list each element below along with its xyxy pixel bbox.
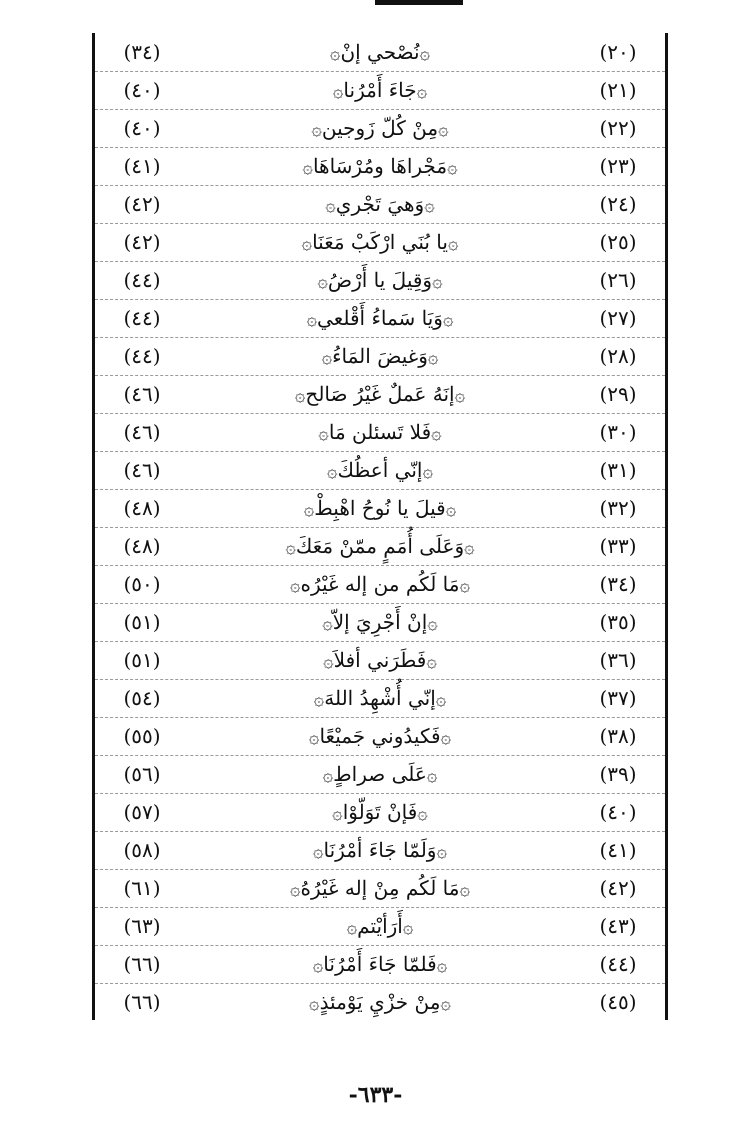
verse-words: مِنْ كُلّ زَوجين <box>321 116 439 140</box>
ornament-open-icon: ۞ <box>424 195 435 216</box>
table-row <box>95 261 665 300</box>
page-reference: (٤٦) <box>123 382 161 406</box>
ornament-open-icon: ۞ <box>426 765 438 786</box>
ornament-close-icon: ۞ <box>309 993 320 1014</box>
row-number: (٢٧) <box>599 306 637 330</box>
page-reference: (٥٨) <box>123 838 161 862</box>
row-number: (٣٤) <box>599 572 637 596</box>
verse-text <box>205 983 555 1021</box>
page-reference: (٤٤) <box>123 344 161 368</box>
ornament-open-icon: ۞ <box>436 841 448 862</box>
table-row <box>95 337 665 376</box>
ornament-open-icon: ۞ <box>440 727 452 748</box>
ornament-open-icon: ۞ <box>464 537 475 558</box>
verse-text <box>205 869 555 907</box>
verse-words: مِنْ خزْيِ يَوْمئذٍ <box>319 990 441 1014</box>
row-number: (٢٢) <box>599 116 637 140</box>
verse-text <box>205 603 555 641</box>
page-reference: (٥٠) <box>123 572 161 596</box>
verse-words: وَهيَ تَجْري <box>335 192 425 216</box>
verse-text <box>205 641 555 679</box>
verse-words: مَا لَكُم مِنْ إله غَيْرُهُ <box>300 876 460 900</box>
row-number: (٣٧) <box>599 686 637 710</box>
ornament-open-icon: ۞ <box>427 347 439 368</box>
verse-text <box>205 413 555 451</box>
page-reference: (٤١) <box>123 154 161 178</box>
table-row <box>95 527 665 566</box>
row-number: (٢٤) <box>599 192 637 216</box>
row-number: (٢٦) <box>599 268 637 292</box>
table-row <box>95 565 665 604</box>
ornament-close-icon: ۞ <box>317 271 328 292</box>
ornament-close-icon: ۞ <box>346 917 358 938</box>
table-row <box>95 147 665 186</box>
ornament-close-icon: ۞ <box>302 157 313 178</box>
page-reference: (٤٤) <box>123 268 161 292</box>
row-number: (٤٣) <box>599 914 637 938</box>
verse-text <box>205 261 555 299</box>
ornament-close-icon: ۞ <box>329 43 341 64</box>
page-reference: (٤٤) <box>123 306 161 330</box>
ornament-close-icon: ۞ <box>289 879 301 900</box>
ornament-close-icon: ۞ <box>289 575 301 596</box>
verse-text <box>205 755 555 793</box>
row-number: (٣٥) <box>599 610 637 634</box>
verse-words: مَجْراهَا ومُرْسَاهَا <box>312 154 448 178</box>
ornament-close-icon: ۞ <box>312 841 324 862</box>
ornament-close-icon: ۞ <box>321 347 333 368</box>
verse-words: فَلمّا جَاءَ أَمْرُنَا <box>323 952 437 976</box>
table-row <box>95 413 665 452</box>
ornament-open-icon: ۞ <box>432 271 443 292</box>
ornament-open-icon: ۞ <box>402 917 414 938</box>
table-row <box>95 603 665 642</box>
row-number: (٣٦) <box>599 648 637 672</box>
ornament-close-icon: ۞ <box>318 423 329 444</box>
verse-text <box>205 793 555 831</box>
table-row <box>95 945 665 984</box>
table-row <box>95 185 665 224</box>
page-reference: (٦٦) <box>123 952 161 976</box>
verse-text <box>205 907 555 945</box>
table-row <box>95 717 665 756</box>
row-number: (٤٠) <box>599 800 637 824</box>
ornament-open-icon: ۞ <box>447 233 459 254</box>
table-row <box>95 71 665 110</box>
table-row <box>95 679 665 718</box>
verse-text <box>205 565 555 603</box>
verse-text <box>205 945 555 983</box>
verse-text <box>205 223 555 261</box>
verse-text <box>205 337 555 375</box>
row-number: (٣٢) <box>599 496 637 520</box>
ornament-open-icon: ۞ <box>438 119 449 140</box>
page-reference: (٤٢) <box>123 192 161 216</box>
page-reference: (٤٢) <box>123 230 161 254</box>
ornament-close-icon: ۞ <box>327 461 338 482</box>
table-row <box>95 375 665 414</box>
verse-text <box>205 33 555 71</box>
page-reference: (٥٥) <box>123 724 161 748</box>
row-number: (٢٨) <box>599 344 637 368</box>
ornament-close-icon: ۞ <box>306 309 318 330</box>
ornament-open-icon: ۞ <box>440 993 451 1014</box>
verse-text <box>205 185 555 223</box>
ornament-close-icon: ۞ <box>285 537 296 558</box>
ornament-close-icon: ۞ <box>308 727 320 748</box>
verse-words: قيلَ يا نُوحُ اهْبِطْ <box>314 496 446 520</box>
page-reference: (٥١) <box>123 610 161 634</box>
ornament-open-icon: ۞ <box>442 309 454 330</box>
table-row <box>95 451 665 490</box>
verse-words: فَلا تَسئلن مَا <box>328 420 432 444</box>
ornament-close-icon: ۞ <box>332 81 344 102</box>
ornament-close-icon: ۞ <box>313 689 325 710</box>
verse-text <box>205 489 555 527</box>
verse-text <box>205 451 555 489</box>
verse-words: إنّي أُشْهِدُ اللهَ <box>324 686 436 710</box>
row-number: (٤٢) <box>599 876 637 900</box>
page-reference: (٥٤) <box>123 686 161 710</box>
ornament-close-icon: ۞ <box>294 385 306 406</box>
row-number: (٤٥) <box>599 990 637 1014</box>
ornament-close-icon: ۞ <box>301 233 313 254</box>
ornament-open-icon: ۞ <box>419 43 431 64</box>
verse-text <box>205 299 555 337</box>
table-row <box>95 33 665 72</box>
verse-words: وَغيضَ المَاءُ <box>332 344 428 368</box>
row-number: (٢١) <box>599 78 637 102</box>
verse-words: فَطَرَني أفلاَ <box>333 648 427 672</box>
page-reference: (٥١) <box>123 648 161 672</box>
row-number: (٤١) <box>599 838 637 862</box>
ornament-open-icon: ۞ <box>427 613 438 634</box>
page-reference: (٤٠) <box>123 78 161 102</box>
verse-words: فَإنْ تَوَلّوْا <box>342 800 418 824</box>
verse-words: وَقِيلَ يا أَرْضُ <box>327 268 433 292</box>
verse-text <box>205 147 555 185</box>
page-reference: (٦١) <box>123 876 161 900</box>
table-row <box>95 869 665 908</box>
ornament-close-icon: ۞ <box>322 613 333 634</box>
table-row <box>95 299 665 338</box>
ornament-open-icon: ۞ <box>459 879 471 900</box>
table-row <box>95 489 665 528</box>
row-number: (٣٨) <box>599 724 637 748</box>
ornament-close-icon: ۞ <box>323 651 334 672</box>
page-number: -٦٣٣- <box>348 1082 403 1108</box>
verse-words: عَلَى صراطٍ <box>333 762 427 786</box>
row-number: (٢٠) <box>599 40 637 64</box>
page-reference: (٦٣) <box>123 914 161 938</box>
ornament-open-icon: ۞ <box>426 651 437 672</box>
table-row <box>95 831 665 870</box>
page-reference: (٤٦) <box>123 420 161 444</box>
verse-words: إنّي أعظُكَ <box>337 458 423 482</box>
table-row <box>95 641 665 680</box>
verse-text <box>205 109 555 147</box>
verse-text <box>205 717 555 755</box>
table-row <box>95 907 665 946</box>
ornament-open-icon: ۞ <box>445 499 457 520</box>
ornament-close-icon: ۞ <box>311 119 322 140</box>
verse-text <box>205 679 555 717</box>
row-number: (٣٠) <box>599 420 637 444</box>
page-reference: (٥٦) <box>123 762 161 786</box>
ornament-close-icon: ۞ <box>325 195 336 216</box>
page-reference: (٤٨) <box>123 496 161 520</box>
row-number: (٤٤) <box>599 952 637 976</box>
page-reference: (٤٠) <box>123 116 161 140</box>
verse-words: وَلَمّا جَاءَ أمْرُنَا <box>323 838 437 862</box>
verse-words: وَيَا سَماءُ أَقْلعي <box>317 306 443 330</box>
ornament-close-icon: ۞ <box>303 499 315 520</box>
verse-words: وَعَلَى أُمَمٍ ممّنْ مَعَكَ <box>295 534 465 558</box>
ornament-close-icon: ۞ <box>312 955 324 976</box>
verse-text <box>205 71 555 109</box>
ornament-open-icon: ۞ <box>454 385 466 406</box>
ornament-open-icon: ۞ <box>435 689 447 710</box>
verse-words: يا بُنَي ارْكَبْ مَعَنَا <box>312 230 448 254</box>
top-rule <box>375 0 463 5</box>
table-row <box>95 223 665 262</box>
page-reference: (٣٤) <box>123 40 161 64</box>
verse-words: إنَهُ عَملٌ غَيْرُ صَالح <box>305 382 455 406</box>
table-row <box>95 109 665 148</box>
page-reference: (٤٨) <box>123 534 161 558</box>
page-reference: (٤٦) <box>123 458 161 482</box>
verse-text <box>205 375 555 413</box>
row-number: (٣٩) <box>599 762 637 786</box>
verse-words: مَا لَكُم من إله غَيْرُه <box>300 572 460 596</box>
row-number: (٣٣) <box>599 534 637 558</box>
row-number: (٣١) <box>599 458 637 482</box>
ornament-open-icon: ۞ <box>436 955 448 976</box>
ornament-open-icon: ۞ <box>431 423 442 444</box>
verse-words: إنْ أَجْرِيَ إلاّ <box>332 610 428 634</box>
table-row <box>95 793 665 832</box>
table-row <box>95 983 665 1021</box>
verse-text <box>205 527 555 565</box>
page-reference: (٥٧) <box>123 800 161 824</box>
ornament-open-icon: ۞ <box>447 157 458 178</box>
verse-words: أَرَأيْتم <box>357 914 403 938</box>
ornament-open-icon: ۞ <box>422 461 433 482</box>
table-row <box>95 755 665 794</box>
verse-words: نُصْحي إنْ <box>340 40 420 64</box>
verse-words: جَاءَ أَمْرُنا <box>343 78 417 102</box>
verse-words: فَكيدُوني جَميْعًا <box>319 724 441 748</box>
page-reference: (٦٦) <box>123 990 161 1014</box>
row-number: (٢٥) <box>599 230 637 254</box>
ornament-close-icon: ۞ <box>332 803 343 824</box>
ornament-close-icon: ۞ <box>322 765 334 786</box>
verse-text <box>205 831 555 869</box>
index-table <box>92 33 668 1020</box>
ornament-open-icon: ۞ <box>417 803 428 824</box>
row-number: (٢٣) <box>599 154 637 178</box>
row-number: (٢٩) <box>599 382 637 406</box>
ornament-open-icon: ۞ <box>416 81 428 102</box>
ornament-open-icon: ۞ <box>459 575 471 596</box>
